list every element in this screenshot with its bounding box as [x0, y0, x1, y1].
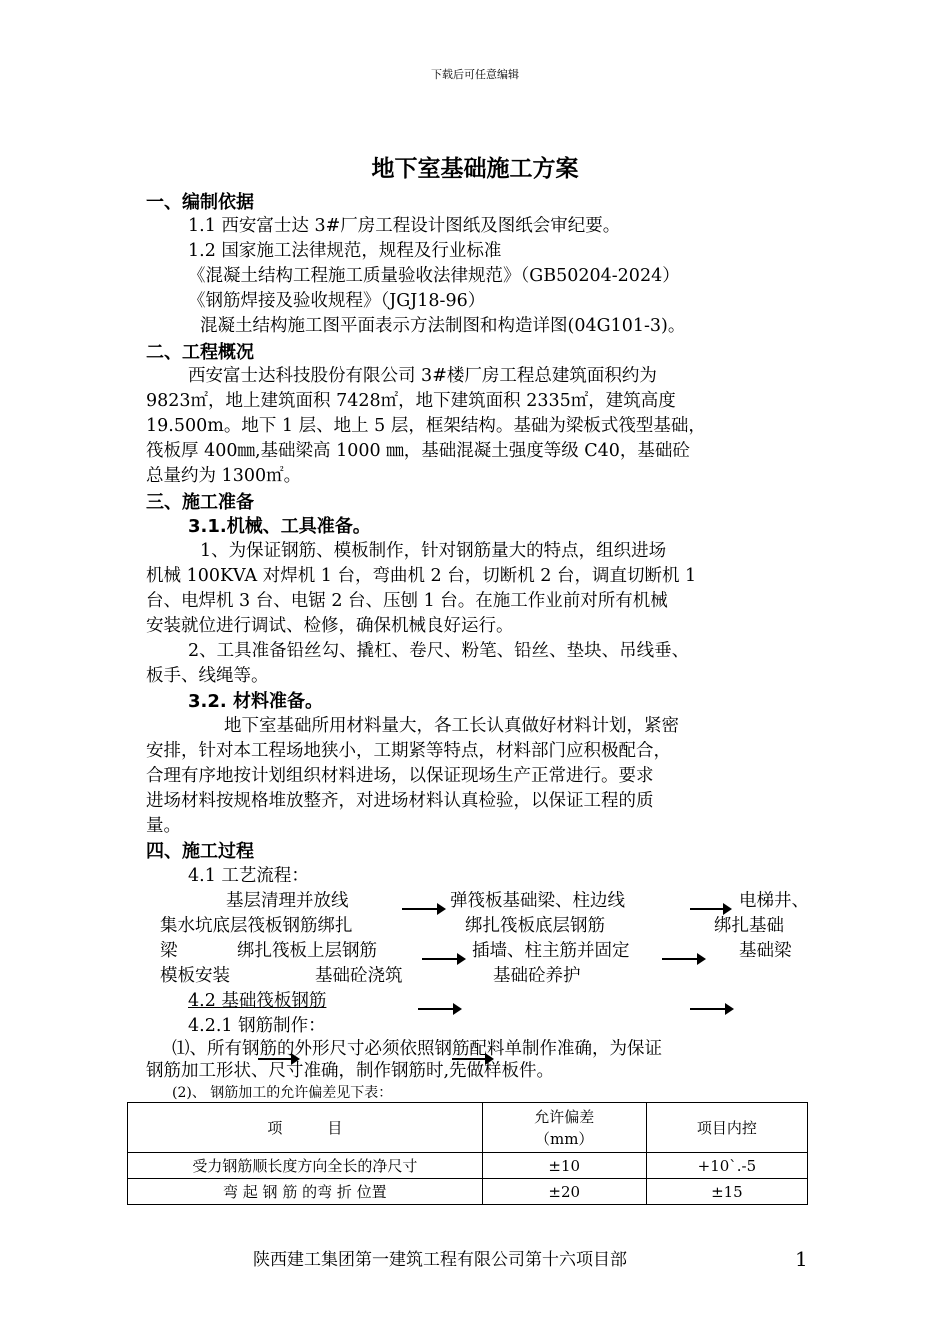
- flow-step-3: 电梯井、: [739, 891, 809, 911]
- flow-step-7: 梁: [160, 941, 178, 961]
- s1-line-4: 《钢筋焊接及验收规程》（JGJ18-96）: [188, 291, 486, 311]
- flow-step-11: 模板安装: [160, 966, 230, 986]
- s2-line-2: 9823㎡，地上建筑面积 7428㎡，地下建筑面积 2335㎡，建筑高度: [146, 391, 676, 411]
- table-header-control: 项目内控: [646, 1103, 807, 1153]
- footer-company: 陕西建工集团第一建筑工程有限公司第十六项目部: [253, 1250, 627, 1270]
- s3-p1-line-4: 安装就位进行调试、检修，确保机械良好运行。: [146, 616, 514, 636]
- s4-p1-line-2: 钢筋加工形状、尺寸准确，制作钢筋时,先做样板件。: [146, 1061, 555, 1081]
- row-tolerance: ±20: [482, 1179, 646, 1205]
- s3-sub-2: 3.2. 材料准备。: [188, 691, 323, 712]
- flow-arrow-icon: [418, 1008, 460, 1010]
- row-control: +10`.-5: [646, 1153, 807, 1179]
- s2-line-4: 筏板厚 400㎜,基础梁高 1000 ㎜，基础混凝土强度等级 C40，基础砼: [146, 441, 690, 461]
- table-header-item: 项 目: [128, 1103, 483, 1153]
- s3-p2-line-1: 2、工具准备铅丝勾、撬杠、卷尺、粉笔、铅丝、垫块、吊线垂、: [188, 641, 690, 661]
- s2-line-5: 总量约为 1300㎡。: [146, 466, 302, 486]
- flow-step-8: 绑扎筏板上层钢筋: [237, 941, 377, 961]
- tolerance-unit: （mm）: [534, 1129, 594, 1148]
- flow-step-13: 基础砼养护: [493, 966, 581, 986]
- flow-arrow-icon: [422, 958, 464, 960]
- s3-p3-line-3: 合理有序地按计划组织材料进场，以保证现场生产正常进行。要求: [146, 766, 654, 786]
- tolerance-label: 允许偏差: [534, 1107, 595, 1126]
- flow-arrow-icon: [690, 1008, 732, 1010]
- s4-sub-2: 4.2 基础筏板钢筋: [188, 991, 327, 1011]
- flow-step-12: 基础砼浇筑: [315, 966, 403, 986]
- flow-step-10: 基础梁: [739, 941, 792, 961]
- table-row: [128, 1179, 808, 1205]
- flow-step-1: 基层清理并放线: [226, 891, 349, 911]
- s3-p3-line-5: 量。: [146, 816, 181, 836]
- s3-p3-line-1: 地下室基础所用材料量大，各工长认真做好材料计划，紧密: [224, 716, 679, 736]
- s2-line-1: 西安富士达科技股份有限公司 3#楼厂房工程总建筑面积约为: [188, 366, 657, 386]
- flow-step-5: 绑扎筏板底层钢筋: [465, 916, 605, 936]
- table-header-row: [128, 1103, 808, 1153]
- section-3-heading: 三、施工准备: [146, 492, 254, 513]
- tolerance-table: [127, 1102, 808, 1205]
- s4-p1-line-1: ⑴、所有钢筋的外形尺寸必须依照钢筋配料单制作准确，为保证: [172, 1039, 662, 1059]
- table-header-tolerance: [482, 1103, 646, 1153]
- table-row: [128, 1153, 808, 1179]
- section-4-heading: 四、施工过程: [146, 841, 254, 862]
- flow-arrow-icon: [662, 958, 704, 960]
- s1-line-2: 1.2 国家施工法律规范，规程及行业标准: [188, 241, 502, 261]
- s3-p1-line-3: 台、电焊机 3 台、电锯 2 台、压刨 1 台。在施工作业前对所有机械: [146, 591, 668, 611]
- s4-p2: (2)、 钢筋加工的允许偏差见下表：: [172, 1085, 393, 1101]
- row-tolerance: ±10: [482, 1153, 646, 1179]
- s1-line-3: 《混凝土结构工程施工质量验收法律规范》（GB50204-2024）: [188, 266, 680, 286]
- s2-line-3: 19.500m。地下 1 层、地上 5 层，框架结构。基础为梁板式筏型基础，: [146, 416, 706, 436]
- row-item: 受力钢筋顺长度方向全长的净尺寸: [128, 1153, 483, 1179]
- section-2-heading: 二、工程概况: [146, 342, 254, 363]
- s3-sub-1: 3.1.机械、工具准备。: [188, 516, 371, 537]
- header-note: 下载后可任意编辑: [431, 68, 519, 81]
- s3-p3-line-2: 安排，针对本工程场地狭小，工期紧等特点，材料部门应积极配合，: [146, 741, 671, 761]
- s4-sub-1: 4.1 工艺流程：: [188, 866, 309, 886]
- page-number: 1: [795, 1247, 808, 1271]
- row-control: ±15: [646, 1179, 807, 1205]
- page-title: 地下室基础施工方案: [371, 156, 579, 182]
- row-item: 弯 起 钢 筋 的弯 折 位置: [128, 1179, 483, 1205]
- s4-sub-3: 4.2.1 钢筋制作：: [188, 1016, 326, 1036]
- flow-arrow-icon: [402, 908, 444, 910]
- section-1-heading: 一、编制依据: [146, 192, 254, 213]
- s3-p1-line-1: 1、为保证钢筋、模板制作，针对钢筋量大的特点，组织进场: [200, 541, 667, 561]
- flow-step-4: 集水坑底层筏板钢筋绑扎: [160, 916, 353, 936]
- s3-p3-line-4: 进场材料按规格堆放整齐，对进场材料认真检验，以保证工程的质: [146, 791, 654, 811]
- s1-line-1: 1.1 西安富士达 3#厂房工程设计图纸及图纸会审纪要。: [188, 216, 621, 236]
- flow-step-2: 弹筏板基础梁、柱边线: [450, 891, 625, 911]
- flow-arrow-icon: [690, 908, 730, 910]
- flow-step-9: 插墙、柱主筋并固定: [472, 941, 630, 961]
- s3-p2-line-2: 板手、线绳等。: [146, 666, 269, 686]
- s3-p1-line-2: 机械 100KVA 对焊机 1 台，弯曲机 2 台，切断机 2 台，调直切断机 1: [146, 566, 697, 586]
- s1-line-5: 混凝土结构施工图平面表示方法制图和构造详图(04G101-3)。: [200, 316, 686, 336]
- flow-step-6: 绑扎基础: [714, 916, 784, 936]
